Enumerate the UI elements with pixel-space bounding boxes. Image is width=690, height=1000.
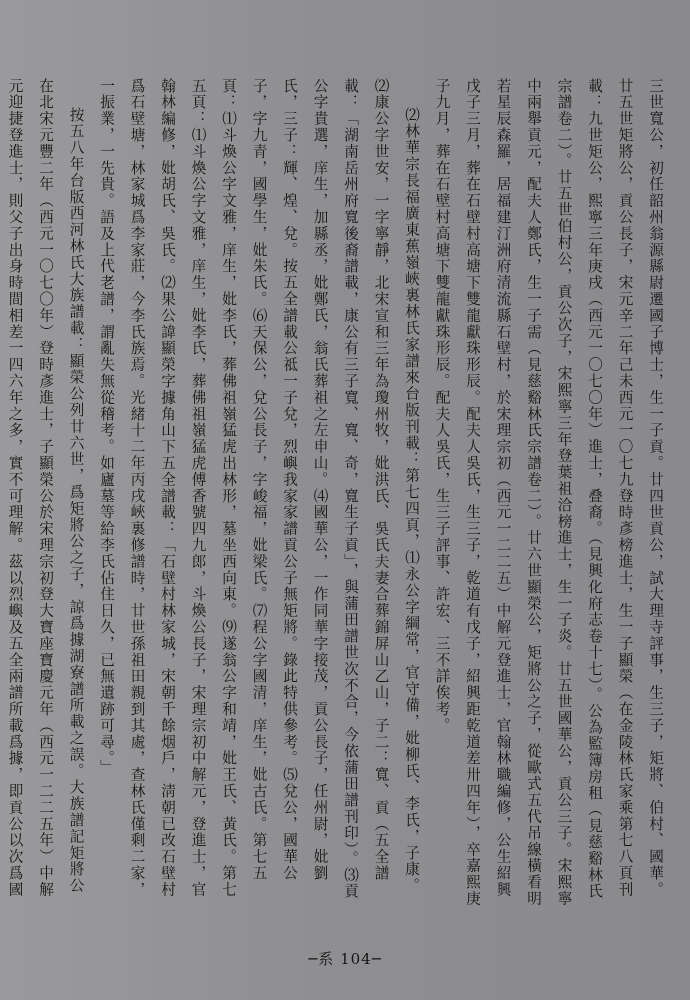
paragraph-jiaoling-genealogy: ⑵林華宗長福廣東蕉嶺峽裏林氏家譜來台版刊載：第七四頁，⑴永公字綱常，官守備，妣柳氏、李氏，子康。⑵康公字世安，一字寧靜，北宋宣和三年為瓊州牧，妣洪氏、吳氏夫妻合葬錦屏山乙山，子二：寬、貢（五全譜載：「湖南岳州府寬後裔譜載，康公有三子寬、寬、奇，寬生子貢」，與蒲田譜世次不合，今依蒲田譜刊印）。⑶貢公字貴選，庠生，加縣丞，妣鄭氏，翁氏葬祖之左申山。⑷國華公，一作同華字接茂，貢公長子，任州尉，妣劉氏，三子：輝、煌、兌。按五全譜載公祗一子兌，烈嶼我家家譜貢公子無矩將。錄此特供參考。⑸兌公，國華公子，字九青，國學生，妣朱氏。⑹天保公，兌公長子，字峻福，妣梁氏。⑺程公字國清，庠生，妣古氏。第七五頁：⑴斗煥公字文雅，庠生，妣李氏，葬佛祖嶺猛虎出林形，墓坐西向東。⑼遂翁公字和靖，妣王氏、黃氏。第七五頁：⑴斗煥公字文雅，庠生，妣李氏，葬佛祖嶺猛虎傅香號四九郎，斗煥公長子，宋理宗初中解元，登進士，官翰林編修，妣胡氏、吳氏。⑵果公諱顯榮字據角山下五全譜載：「石壁村林家城，宋朝千餘烟戶，淸朝已改石壁村爲石壁塘，林家城爲李家莊，今李氏族焉。光緒十二年丙戌峽裏修譜時，廿世孫祖田親到其處，查林氏僅剩二家，一振業，一先貴。語及上代老譜，謂亂失無從稽考。如廬墓等給李氏佔住日久，已無遺跡可尋。」 [98, 78, 420, 900]
paragraph-commentary: 按五八年台版西河林氏大族譜載：顯榮公列廿六世，爲矩將公之子，諒爲據湖寮譜所載之誤。大族譜記矩將公在北宋元豐二年（西元一〇七〇年）登時彥進士，子顯榮公於宋理宗初登大寶座寶慶元年（西元一二二五年）中解元迎捷登進士，則父子出身時間相差一四六年之多，實不可理解。茲以烈嶼及五全兩譜所載爲據，即貢公以次爲國 [6, 78, 85, 898]
vertical-text-body [6, 78, 670, 908]
page-number: ─系 104─ [308, 950, 382, 968]
paragraph-lineage: 三世寬公，初任韶州翁源縣尉遷國子博士，生一子貢。廿四世貢公，試大理寺評事，生三子，矩將、伯村、國華。廿五世矩將公，貢公長子，宋元辛二年己未西元一〇七九登時彥榜進士，生一子顯榮（在金陵林氏家乘第七八頁刊載：九世矩公，熙寧三年庚戌（西元一〇七〇年）進士，叠裔。（見興化府志卷十七）。公為監簿房租（見慈谿林氏宗譜卷二）。廿五世伯村公，貢公次子，宋熙寧三年登葉祖洽榜進士，生一子炎。廿五世國華公，貢公三子。宋熙寧中兩舉貢元，配夫人鄭氏，生一子需（見慈谿林氏宗譜卷二）。廿六世顯榮公，矩將公之子，從歐式五代吊線橫看明若星辰森羅，居福建汀洲府清流縣石壁村，於宋理宗初（西元一二二五）中解元登進士，官翰林職編修，公生紹興戊子三月，葬在石壁村高塘下雙龍獻珠形辰。配夫人吳氏，生三子，乾道有戊子，紹興距乾道差卅四年），卒嘉熙庚子九月，葬在石壁村高塘下雙龍獻珠形辰。配夫人吳氏，生三子評事、許宏、三不詳俟考。 [433, 78, 664, 908]
